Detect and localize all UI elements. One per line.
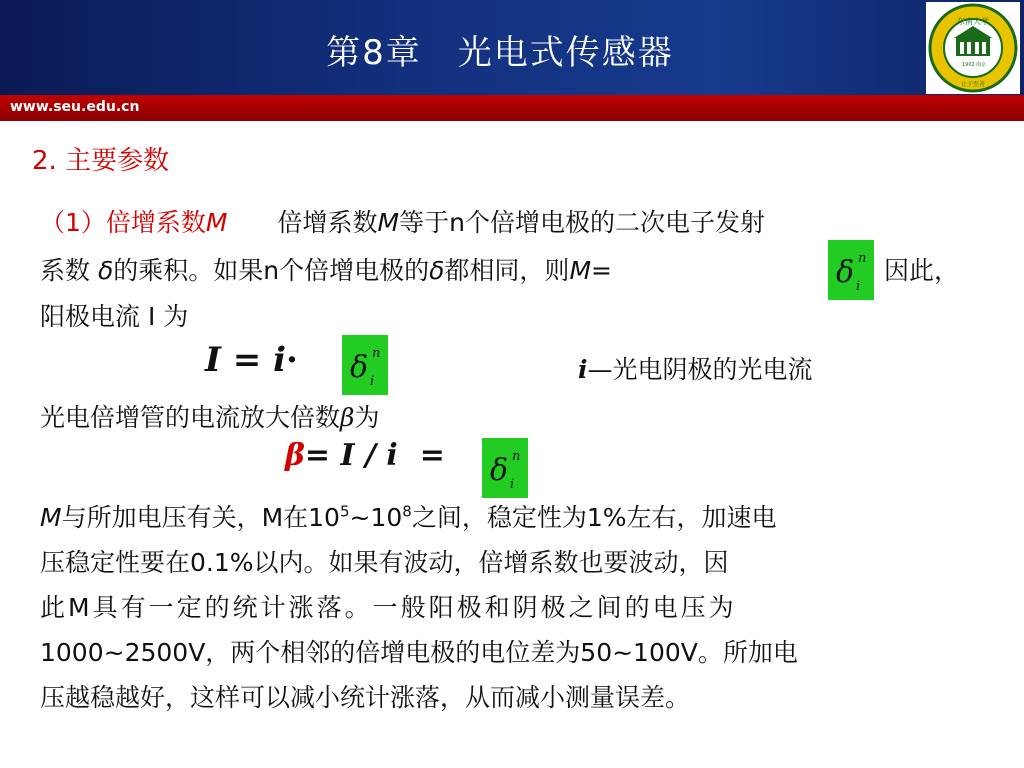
para1-line1: （1）倍增系数M 倍增系数M等于n个倍增电极的二次电子发射 <box>40 208 765 237</box>
red-banner <box>0 95 1024 121</box>
formula-current: I = i· <box>205 340 298 380</box>
delta-formula-box-2 <box>342 335 388 395</box>
svg-text:i: i <box>370 374 375 389</box>
svg-text:i: i <box>510 477 515 492</box>
university-logo-icon <box>926 2 1020 94</box>
para3-line1: M与所加电压有关，M在$10^5\sim 10^8$之间，稳定性为1%左右，加速电 <box>40 502 777 532</box>
svg-text:东南大学: 东南大学 <box>957 17 989 26</box>
para1-line3: 阳极电流 I 为 <box>40 302 189 331</box>
svg-text:δ: δ <box>350 350 369 385</box>
svg-text:1902: 1902 <box>962 62 975 68</box>
para1-line2: 系数 δ的乘积。如果n个倍增电极的δ都相同，则M= <box>40 256 612 285</box>
svg-text:δ: δ <box>836 255 855 290</box>
formula-beta: β= I / i = <box>285 438 445 473</box>
delta-formula-box-1 <box>828 240 874 300</box>
svg-text:止于至善: 止于至善 <box>960 81 986 88</box>
delta-formula-box-3 <box>482 438 528 498</box>
site-url[interactable]: www.seu.edu.cn <box>10 99 140 115</box>
para1-line2-tail: 因此， <box>884 256 960 285</box>
para3-line4: 1000~2500V，两个相邻的倍增电极的电位差为50~100V。所加电 <box>40 638 798 667</box>
para3-line3: 此M具有一定的统计涨落。一般阳极和阴极之间的电压为 <box>40 593 737 622</box>
svg-text:n: n <box>858 251 867 266</box>
section-heading: 2. 主要参数 <box>32 146 170 176</box>
para3-line5: 压越稳越好，这样可以减小统计涨落，从而减小测量误差。 <box>40 683 691 712</box>
svg-text:南京: 南京 <box>976 62 987 68</box>
gain-definition: 光电倍增管的电流放大倍数β为 <box>40 403 380 432</box>
page-title: 第8章 光电式传感器 <box>326 33 674 73</box>
svg-text:δ: δ <box>490 453 509 488</box>
para3-line2: 压稳定性要在0.1%以内。如果有波动，倍增系数也要波动，因 <box>40 548 729 577</box>
svg-text:n: n <box>372 346 381 361</box>
photocathode-note: i—光电阴极的光电流 <box>578 355 813 384</box>
svg-text:i: i <box>856 279 861 294</box>
svg-text:n: n <box>512 449 521 464</box>
